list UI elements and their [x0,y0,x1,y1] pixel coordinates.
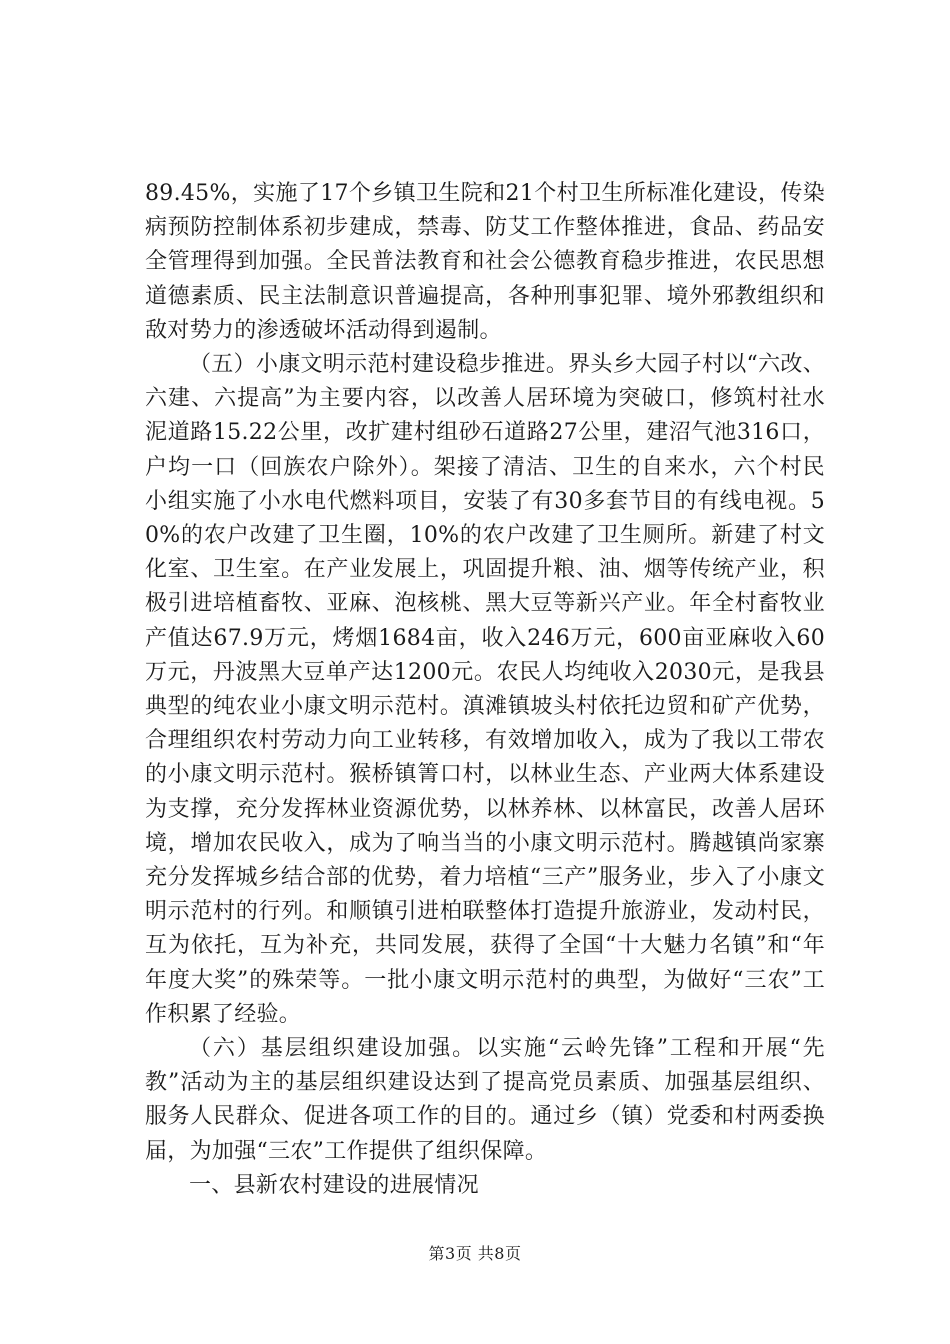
document-body [145,177,825,1203]
paragraph-xiaokang-villages: （五）小康文明示范村建设稳步推进。界头乡大园子村以“六改、六建、六提高”为主要内容，以改善人居环境为突破口，修筑村社水泥道路15.22公里，改扩建村组砂石道路27公里，建沼气池316口，户均一口（回族农户除外）。架接了清洁、卫生的自来水，六个村民小组实施了小水电代燃料项目，安装了有30多套节目的有线电视。50%的农户改建了卫生圈，10%的农户改建了卫生厕所。新建了村文化室、卫生室。在产业发展上，巩固提升粮、油、烟等传统产业，积极引进培植畜牧、亚麻、泡核桃、黑大豆等新兴产业。年全村畜牧业产值达67.9万元，烤烟1684亩，收入246万元，600亩亚麻收入60万元，丹波黑大豆单产达1200元。农民人均纯收入2030元，是我县典型的纯农业小康文明示范村。滇滩镇坡头村依托边贸和矿产优势，合理组织农村劳动力向工业转移，有效增加收入，成为了我以工带农的小康文明示范村。猴桥镇箐口村，以林业生态、产业两大体系建设为支撑，充分发挥林业资源优势，以林养林、以林富民，改善人居环境，增加农民收入，成为了响当当的小康文明示范村。腾越镇尚家寨充分发挥城乡结合部的优势，着力培植“三产”服务业，步入了小康文明示范村的行列。和顺镇引进柏联整体打造提升旅游业，发动村民，互为依托，互为补充，共同发展，获得了全国“十大魅力名镇”和“年年度大奖”的殊荣等。一批小康文明示范村的典型，为做好“三农”工作积累了经验。 [145,352,825,1027]
paragraph-grassroots-organization: （六）基层组织建设加强。以实施“云岭先锋”工程和开展“先教”活动为主的基层组织建设达到了提高党员素质、加强基层组织、服务人民群众、促进各项工作的目的。通过乡（镇）党委和村两委换届，为加强“三农”工作提供了组织保障。 [145,1036,825,1164]
paragraph-health-and-law: 89.45%，实施了17个乡镇卫生院和21个村卫生所标准化建设，传染病预防控制体系初步建成，禁毒、防艾工作整体推进，食品、药品安全管理得到加强。全民普法教育和社会公德教育稳步推进，农民思想道德素质、民主法制意识普遍提高，各种刑事犯罪、境外邪教组织和敌对势力的渗透破坏活动得到遏制。 [145,181,825,343]
section-heading: 一、县新农村建设的进展情况 [189,1172,479,1198]
page-number-footer: 第3页 共8页 [428,1244,522,1263]
